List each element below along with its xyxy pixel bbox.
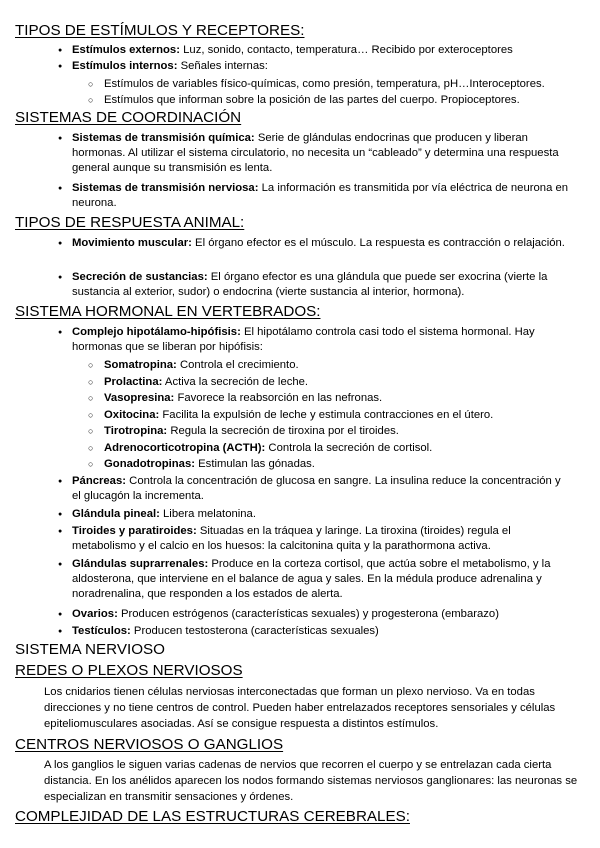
item-term: Tirotropina: [104, 425, 168, 437]
sub-list-item [92, 424, 594, 439]
heading-sistemas-coordinacion: SISTEMAS DE COORDINACIÓN [15, 109, 242, 126]
item-term: Movimiento muscular: [72, 237, 192, 249]
item-term: Estímulos internos: [72, 60, 178, 72]
item-text: Favorece la reabsorción en las nefronas. [174, 392, 383, 404]
item-text: Regula la secreción de tiroxina por el tiroides. [167, 425, 399, 437]
item-text: El órgano efector es una glándula que puede ser exocrina (vierte la sustancia al exterior, sudor) o endocrina (vierte sustancia al interior, hormona). [72, 271, 548, 298]
item-term: Testículos: [72, 625, 131, 637]
list-item [60, 181, 572, 211]
item-text: Libera melatonina. [159, 508, 256, 520]
item-text: Controla la secreción de cortisol. [265, 442, 433, 454]
item-term: Ovarios: [72, 608, 118, 620]
item-text: Produce en la corteza cortisol, que actúa sobre el metabolismo, y la aldosterona, que interviene en el balance de agua y sales. En la médula produce adrenalina y noradrenalina, que responden a los estados de alerta. [72, 558, 551, 600]
sub-list-item [92, 375, 594, 390]
item-text: El hipotálamo controla casi todo el sistema hormonal. Hay hormonas que se liberan por hipófisis: [72, 326, 535, 353]
item-term: Glándulas suprarrenales: [72, 558, 209, 570]
heading-tipos-respuesta: TIPOS DE RESPUESTA ANIMAL: [15, 214, 245, 231]
item-text: Producen estrógenos (características sexuales) y progesterona (embarazo) [117, 608, 499, 620]
item-text: El órgano efector es el músculo. La respuesta es contracción o relajación. [191, 237, 565, 249]
list-item [60, 131, 572, 176]
item-text: Producen testosterona (características sexuales) [130, 625, 379, 637]
heading-tipos-estimulos: TIPOS DE ESTÍMULOS Y RECEPTORES: [15, 22, 305, 39]
item-text: Facilita la expulsión de leche y estimula contracciones en el útero. [159, 409, 494, 421]
item-term: Oxitocina: [104, 409, 160, 421]
item-term: Sistemas de transmisión nerviosa: [72, 182, 259, 194]
item-text: Situadas en la tráquea y laringe. La tiroxina (tiroides) regula el metabolismo y el calcio en los huesos: la calcitonina quita y la parathormona activa. [72, 525, 511, 552]
list-item [60, 507, 572, 522]
item-text: La información es transmitida por vía eléctrica de neurona en neurona. [72, 182, 569, 209]
list-item [60, 607, 582, 622]
item-term: Sistemas de transmisión química: [72, 132, 255, 144]
list-item [60, 270, 572, 300]
sub-list-item [92, 358, 594, 373]
sub-list-item: ○ Estímulos de variables físico-químicas, como presión, temperatura, pH…Interoceptores. [92, 77, 594, 92]
heading-redes-plexos: REDES O PLEXOS NERVIOSOS [15, 662, 243, 679]
sub-list-item [92, 441, 594, 456]
list-item [60, 59, 592, 74]
heading-centros-nerviosos: CENTROS NERVIOSOS O GANGLIOS [15, 736, 284, 753]
list-item [60, 624, 582, 639]
item-text: Serie de glándulas endocrinas que producen y liberan hormonas. Al utilizar el sistema circulatorio, no necesita un “cableado” y determina una respuesta general aunque su transmisión es lenta. [72, 132, 559, 174]
list-item [60, 236, 572, 251]
list-item [60, 43, 592, 58]
item-term: Adrenocorticotropina (ACTH): [104, 442, 266, 454]
list-item [60, 325, 572, 355]
item-text: Señales internas: [177, 60, 268, 72]
item-term: Páncreas: [72, 475, 127, 487]
sub-list-item: ○ Estímulos que informan sobre la posición de las partes del cuerpo. Propioceptores. [92, 93, 594, 108]
heading-sistema-nervioso: SISTEMA NERVIOSO [15, 641, 165, 658]
item-term: Gonadotropinas: [104, 458, 195, 470]
heading-sistema-hormonal: SISTEMA HORMONAL EN VERTEBRADOS: [15, 303, 321, 320]
list-item [60, 524, 572, 554]
item-term: Secreción de sustancias: [72, 271, 208, 283]
item-term: Glándula pineal: [72, 508, 160, 520]
sub-list-item [92, 457, 594, 472]
sub-list-item [92, 391, 594, 406]
sub-list-item [92, 408, 594, 423]
item-term: Vasopresina: [104, 392, 175, 404]
item-text: Controla la concentración de glucosa en sangre. La insulina reduce la concentración y el glucagón la incrementa. [72, 475, 561, 502]
heading-complejidad-cerebral: COMPLEJIDAD DE LAS ESTRUCTURAS CEREBRALES: [15, 808, 410, 825]
item-term: Prolactina: [104, 376, 163, 388]
item-term: Complejo hipotálamo-hipófisis: [72, 326, 241, 338]
item-text: Luz, sonido, contacto, temperatura… Recibido por exteroceptores [179, 44, 513, 56]
item-text: Activa la secreción de leche. [162, 376, 309, 388]
list-item [60, 557, 582, 602]
item-text: Controla el crecimiento. [176, 359, 299, 371]
list-item [60, 474, 572, 504]
item-term: Tiroides y paratiroides: [72, 525, 197, 537]
paragraph-redes-plexos: Los cnidarios tienen células nerviosas interconectadas que forman un plexo nervioso. Va en todas direcciones y no tiene centros de control. Pueden haber entrelazados receptores sensoriales y células epiteliomusculares asociadas. Así se consigue respuesta a distintos estímulos. [44, 686, 556, 730]
item-term: Somatropina: [104, 359, 177, 371]
item-text: Estimulan las gónadas. [195, 458, 315, 470]
item-term: Estímulos externos: [72, 44, 180, 56]
paragraph-centros-nerviosos: A los ganglios le siguen varias cadenas de nervios que recorren el cuerpo y se entrelazan cada cierta distancia. En los anélidos aparecen los nodos formando sistemas nerviosos ganglionares: las neuronas se especializan en transmitir sensaciones y órdenes. [44, 759, 578, 803]
